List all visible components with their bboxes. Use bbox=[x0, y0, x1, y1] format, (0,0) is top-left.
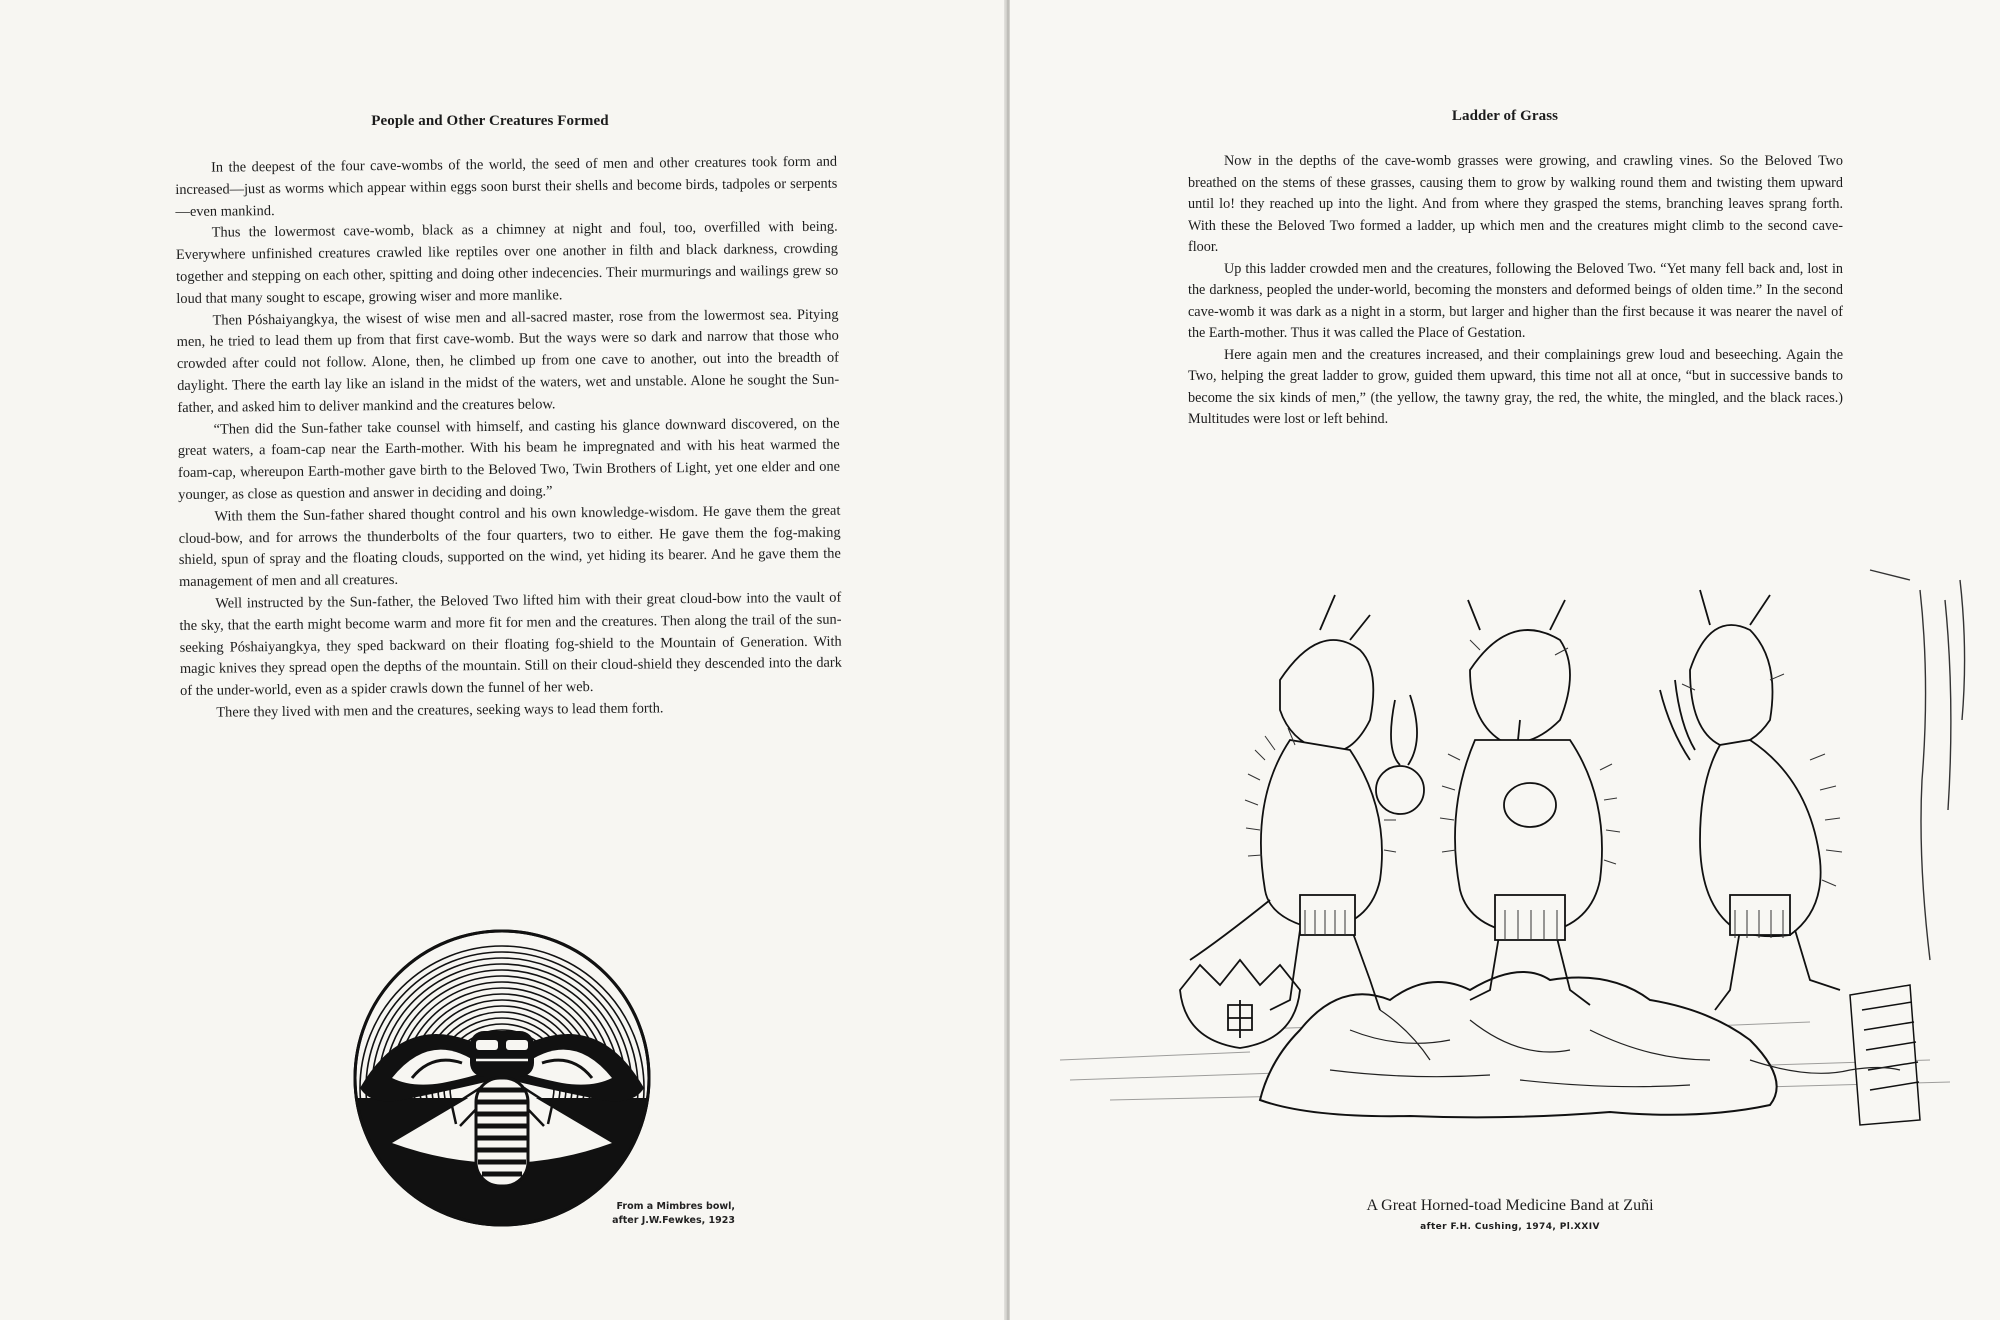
bowl-caption-line-2: after J.W.Fewkes, 1923 bbox=[612, 1215, 735, 1226]
bowl-caption-line-1: From a Mimbres bowl, bbox=[616, 1201, 735, 1212]
paragraph: “Then did the Sun-father take counsel with himself, and casting his glance downward discovered, on the great waters, a foam-cap near the Earth-mother. With his beam he impregnated and with his heat warmed the foam-cap, whereupon Earth-mother gave birth to the Beloved Two, Twin Brothers of Light, yet one elder and one younger, as close as question and answer in deciding and doing.” bbox=[177, 415, 841, 503]
paragraph: Well instructed by the Sun-father, the Beloved Two lifted him with their great cloud-bow into the vault of the sky, that the earth might become warm and more fit for men and the creatures. Then along the trail of the sun-seeking Póshaiyangkya, they sped backward on their floating fog-shield to the Mountain of Generation. With magic knives they spread open the depths of the mountain. Still on their cloud-shield they descended into the dark of the under-world, even as a spider crawls down the funnel of her web. bbox=[179, 589, 842, 700]
plate-credit: after F.H. Cushing, 1974, Pl.XXIV bbox=[1420, 1222, 1600, 1232]
paragraph: With them the Sun-father shared thought control and his own knowledge-wisdom. He gave them the great cloud-bow, and for arrows the thunderbolts of the four quarters, two to either. He gave them the fog-making shield, spun of spray and the floating clouds, supported on the wind, yet hiding its bearer. And he gave them the management of men and all creatures. bbox=[178, 502, 841, 591]
horned-toad-band-illustration bbox=[1050, 560, 1990, 1160]
paragraph: Thus the lowermost cave-womb, black as a chimney at night and foul, too, overfilled with being. Everywhere unfinished creatures crawled like reptiles over one another in filth and black darkness, crowding together and stepping on each other, spitting and doing other indecencies. Their murmurings and wailings grew so loud that many sought to escape, growing wiser and more manlike. bbox=[175, 219, 839, 307]
right-page bbox=[1010, 0, 2000, 1320]
paragraph: In the deepest of the four cave-wombs of the world, the seed of men and other creatures took form and increased—just as worms which appear within eggs soon burst their shells and become birds, tadpoles or serpents—even mankind. bbox=[175, 153, 838, 220]
paragraph: Now in the depths of the cave-womb grasses were growing, and crawling vines. So the Beloved Two breathed on the stems of these grasses, causing them to grow by walking round them and twisting them upward until lo! they reached up into the light. And from where they grasped the stems, branching leaves sprang forth. With these the Beloved Two formed a ladder, up which men and the creatures might climb to the second cave-floor. bbox=[1188, 153, 1843, 255]
paragraph: There they lived with men and the creatures, seeking ways to lead them forth. bbox=[216, 700, 664, 721]
plate-caption: A Great Horned-toad Medicine Band at Zuñi bbox=[1366, 1197, 1654, 1214]
right-page-body bbox=[1188, 151, 1843, 431]
left-page-body bbox=[175, 152, 842, 725]
mimbres-bowl-illustration bbox=[352, 928, 652, 1228]
paragraph: Then Póshaiyangkya, the wisest of wise men and all-sacred master, rose from the lowermost sea. Pitying men, he tried to lead them up from that first cave-womb. But the ways were so dark and narrow that those who crowded after could not follow. Alone, then, he climbed up from one cave to another, out into the breadth of daylight. There the earth lay like an island in the midst of the waters, wet and unstable. Alone he sought the Sun-father, and asked him to deliver mankind and the creatures below. bbox=[176, 306, 840, 416]
right-page-title: Ladder of Grass bbox=[1451, 108, 1559, 124]
paragraph: Up this ladder crowded men and the creatures, following the Beloved Two. “Yet many fell back and, lost in the darkness, peopled the under-world, becoming the monsters and deformed beings of olden time.” In the second cave-womb it was dark as a night in a storm, but larger and higher than the first because it was nearer the navel of the Earth-mother. Thus it was called the Place of Gestation. bbox=[1188, 260, 1843, 341]
bowl-figure-caption bbox=[560, 1200, 735, 1228]
paragraph: Here again men and the creatures increased, and their complainings grew loud and beseeching. Again the Two, helping the great ladder to grow, guided them upward, this time not all at once, “but in successive bands to become the six kinds of men,” (the yellow, the tawny gray, the red, the white, the mingled, and the black races.) Multitudes were lost or left behind. bbox=[1188, 346, 1843, 427]
left-page-title: People and Other Creatures Formed bbox=[371, 113, 609, 129]
